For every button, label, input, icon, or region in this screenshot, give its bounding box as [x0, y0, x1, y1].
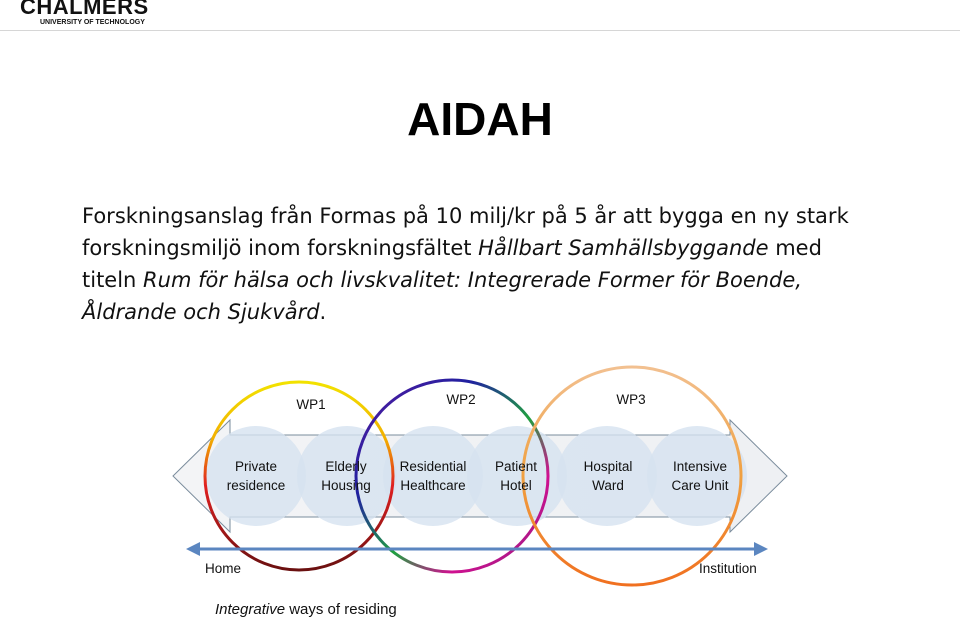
stage-1-line1: Private — [234, 459, 278, 474]
caption-italic: Integrative — [215, 601, 286, 618]
axis-label-institution: Institution — [699, 561, 757, 576]
stage-circle-5 — [557, 426, 657, 526]
logo-subtitle: UNIVERSITY OF TECHNOLOGY — [40, 19, 145, 26]
stage-circle-6 — [647, 426, 747, 526]
stage-4-line1: Patient — [494, 459, 538, 474]
diagram-caption — [215, 601, 397, 618]
stage-2-line2: Housing — [321, 478, 371, 493]
stage-3-line1: Residential — [399, 459, 467, 474]
stage-1-line2: residence — [226, 478, 286, 493]
stage-6-line2: Care Unit — [671, 478, 729, 493]
stage-circle-1 — [206, 426, 306, 526]
caption-text: ways of residing — [285, 601, 397, 618]
axis-left-arrowhead — [186, 542, 200, 556]
stage-5-line2: Ward — [592, 478, 624, 493]
wp1-label: WP1 — [296, 397, 326, 412]
stage-circle-2 — [297, 426, 397, 526]
stage-6-line1: Intensive — [672, 459, 728, 474]
home-institution-axis — [186, 542, 768, 556]
paragraph-italic-2: Rum för hälsa och livskvalitet: Integrerade Former för Boende, Åldrande och Sjukvård — [82, 268, 802, 324]
wp2-label: WP2 — [446, 392, 476, 407]
paragraph-text-1: Forskningsanslag från Formas på 10 milj/kr på 5 år att bygga en ny stark forskningsmiljö inom forskningsfältet — [82, 204, 849, 260]
page-title: AIDAH — [407, 93, 553, 145]
axis-right-arrowhead — [754, 542, 768, 556]
paragraph-text-2: med titeln — [82, 236, 822, 292]
wp3-label: WP3 — [616, 392, 646, 407]
logo-name: CHALMERS — [20, 0, 149, 19]
stage-2-line1: Elderly — [325, 459, 367, 474]
stage-5-line1: Hospital — [583, 459, 633, 474]
stage-circle-4 — [467, 426, 567, 526]
stage-3-line2: Healthcare — [400, 478, 466, 493]
paragraph-italic-1: Hållbart Samhällsbyggande — [478, 236, 769, 260]
stage-4-line2: Hotel — [500, 478, 532, 493]
axis-label-home: Home — [205, 561, 242, 576]
paragraph-text-3: . — [319, 300, 327, 324]
